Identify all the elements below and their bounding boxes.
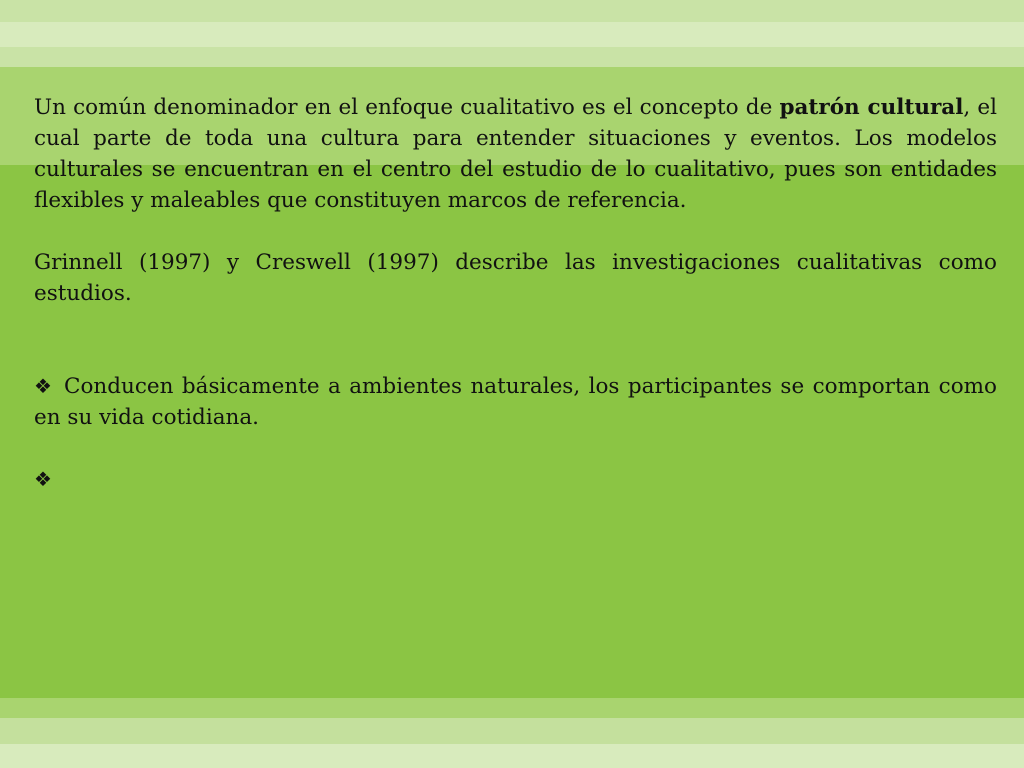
- decorative-band-top-1: [0, 0, 1024, 22]
- paragraph-patron-cultural: [34, 92, 997, 216]
- diamond-bullet-icon: ❖: [34, 374, 52, 398]
- diamond-bullet-icon: ❖: [34, 467, 52, 491]
- slide-content: [34, 92, 997, 495]
- decorative-band-bottom-3: [0, 744, 1024, 768]
- bullet-item: [34, 371, 997, 433]
- bullet-text: Conducen básicamente a ambientes naturales, los participantes se comportan como en su vida cotidiana.: [34, 374, 997, 430]
- bullet-item-empty: [34, 464, 997, 495]
- decorative-band-bottom-1: [0, 698, 1024, 718]
- paragraph-grinnell-creswell: Grinnell (1997) y Creswell (1997) describe las investigaciones cualitativas como estudios.: [34, 250, 997, 306]
- decorative-band-top-3: [0, 47, 1024, 67]
- paragraph-rest: , el cual parte de toda una cultura para entender situaciones y eventos. Los modelos culturales se encuentran en el centro del estudio de lo cualitativo, pues son entidades flexibles y maleables que constituyen marcos de referencia.: [34, 95, 997, 213]
- paragraph-lead: Un común denominador en el enfoque cualitativo es el concepto de: [34, 95, 780, 120]
- decorative-band-bottom-2: [0, 718, 1024, 744]
- decorative-band-top-2: [0, 22, 1024, 47]
- paragraph-emphasis: patrón cultural: [779, 95, 964, 120]
